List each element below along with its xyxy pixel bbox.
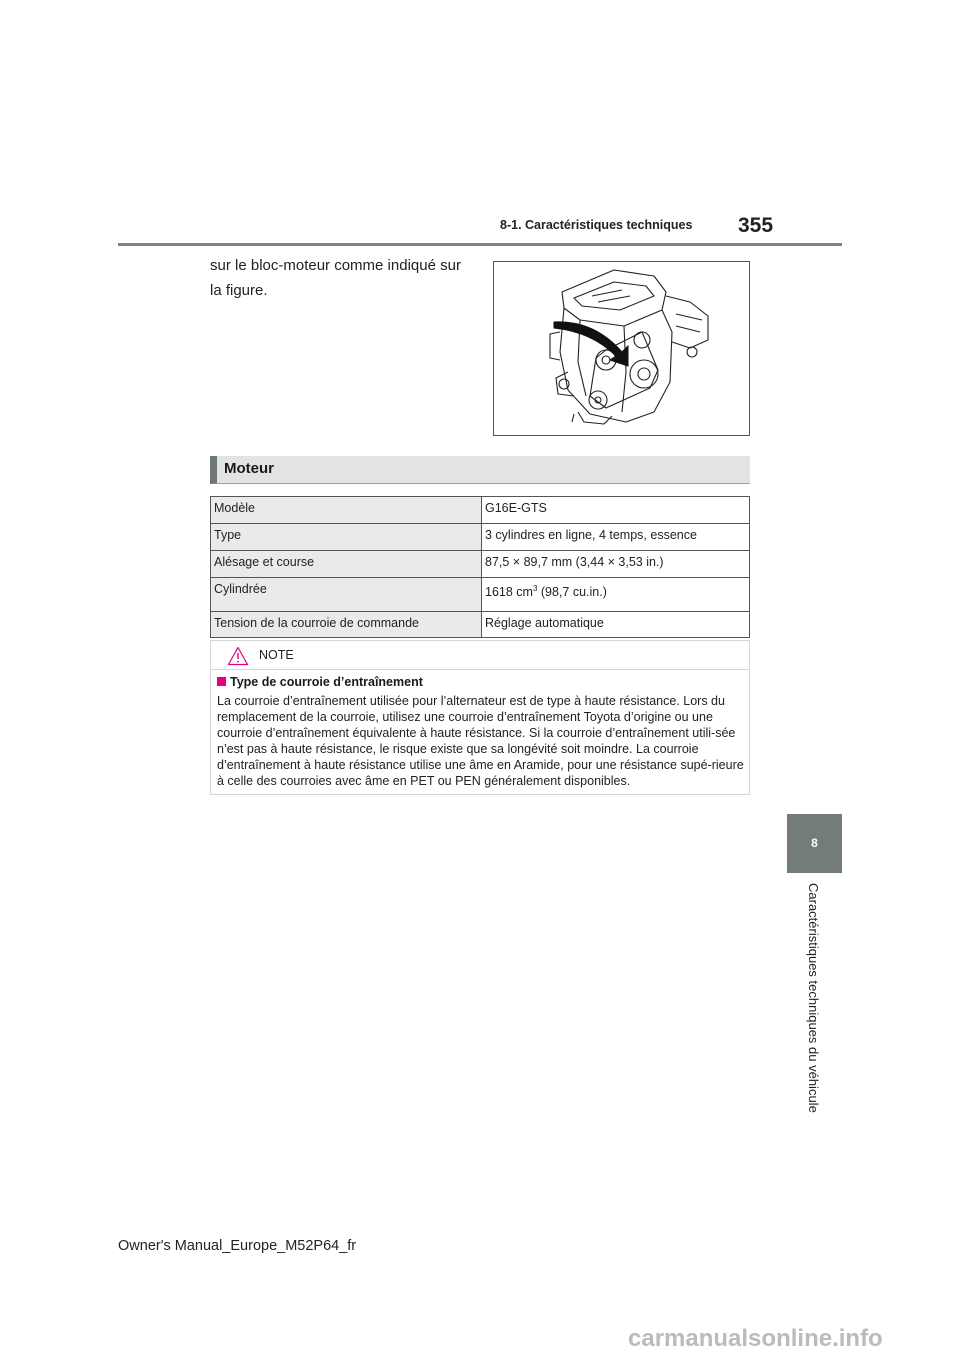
chapter-number: 8 — [811, 836, 818, 850]
engine-spec-table — [210, 496, 750, 638]
displacement-value: 1618 cm — [485, 585, 533, 599]
page-number: 355 — [738, 214, 774, 237]
displacement-unit-exponent: 3 — [532, 583, 538, 593]
displacement-imperial: (98,7 cu.in.) — [537, 585, 607, 599]
table-row — [211, 578, 750, 612]
header-divider — [118, 243, 842, 246]
spec-key: Type — [211, 524, 482, 551]
engine-illustration-icon — [494, 262, 749, 435]
warning-triangle-icon — [227, 646, 249, 666]
section-heading — [210, 456, 750, 484]
spec-value: G16E-GTS — [482, 497, 750, 524]
note-label: NOTE — [259, 648, 294, 662]
chapter-tab — [787, 814, 842, 873]
note-title-text: Type de courroie d’entraînement — [230, 675, 423, 689]
section-title: Moteur — [224, 460, 274, 477]
spec-key: Modèle — [211, 497, 482, 524]
spec-key: Tension de la courroie de commande — [211, 612, 482, 638]
intro-paragraph: sur le bloc-moteur comme indiqué sur la figure. — [210, 257, 461, 299]
spec-value: Réglage automatique — [482, 612, 750, 638]
bullet-square-icon — [217, 677, 226, 686]
table-row — [211, 497, 750, 524]
spec-key: Alésage et course — [211, 551, 482, 578]
note-title — [217, 675, 423, 689]
chapter-title — [806, 883, 822, 1128]
spec-value: 87,5 × 89,7 mm (3,44 × 3,53 in.) — [482, 551, 750, 578]
spec-key: Cylindrée — [211, 578, 482, 612]
footer-text: Owner's Manual_Europe_M52P64_fr — [118, 1238, 357, 1254]
spec-value — [482, 578, 750, 612]
table-row — [211, 551, 750, 578]
spec-value: 3 cylindres en ligne, 4 temps, essence — [482, 524, 750, 551]
engine-figure — [493, 261, 750, 436]
section-header: 8-1. Caractéristiques techniques — [500, 218, 693, 232]
note-header — [211, 641, 749, 670]
table-row — [211, 612, 750, 638]
note-box — [210, 640, 750, 795]
note-body: La courroie d’entraînement utilisée pour l’alternateur est de type à haute résistance. Lors du remplacement de la courroie, utilisez une courroie d’entraînement Toyota d’origine ou une courroie d’entraînement équivalente à haute résistance. Si la courroie d’entraînement utili-sée n’est pas à haute résistance, le risque existe que sa longévité soit moindre. La courroie d’entraînement à haute résistance utilise une âme en Aramide, pour une résistance supé-rieure à celle des courroies avec âme en PET ou PEN généralement disponibles. — [217, 694, 744, 788]
chapter-title-text: Caractéristiques techniques du véhicule — [806, 883, 821, 1113]
table-row — [211, 524, 750, 551]
watermark: carmanualsonline.info — [628, 1325, 883, 1352]
